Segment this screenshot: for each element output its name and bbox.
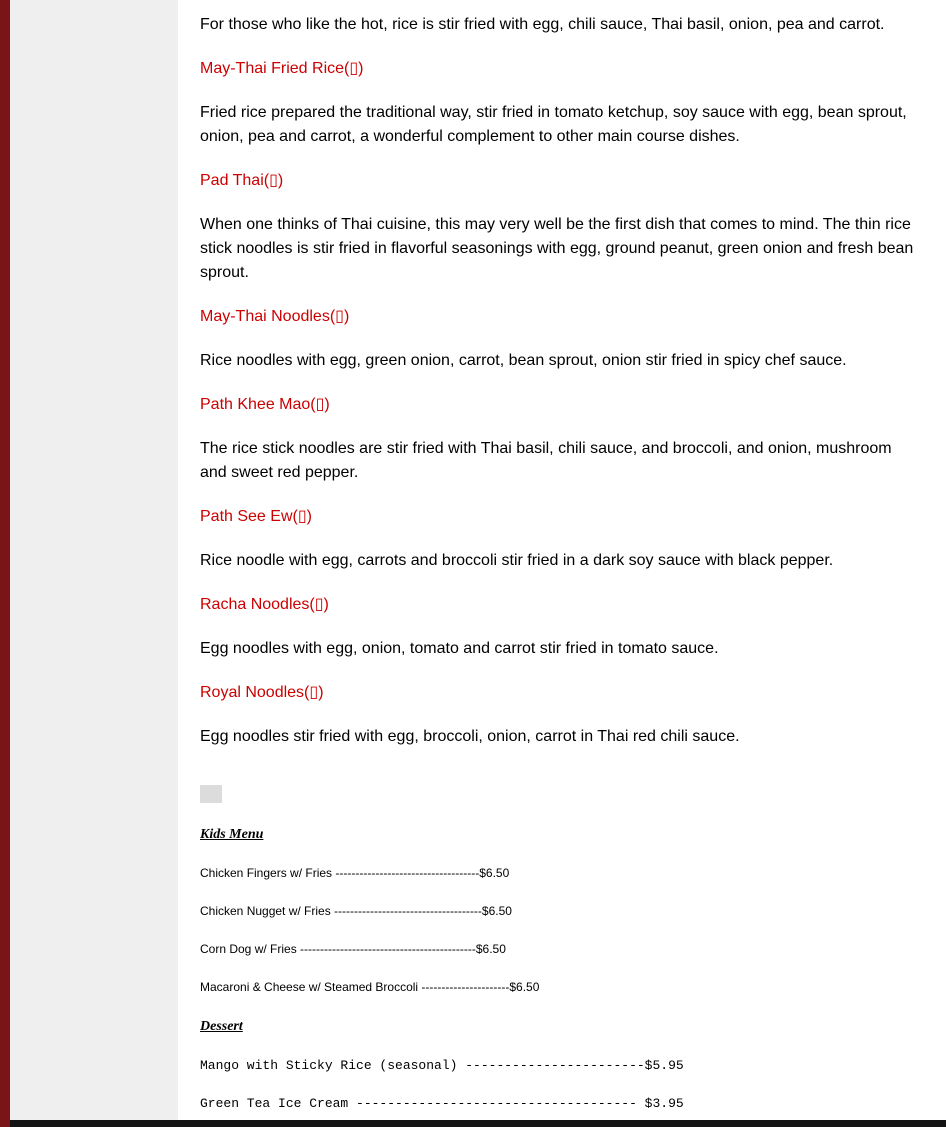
menu-item-description: Egg noodles stir fried with egg, broccoli, onion, carrot in Thai red chili sauce. [200, 728, 740, 745]
menu-item-name: Royal Noodles(▯) [200, 684, 324, 701]
kids-menu-item: Corn Dog w/ Fries --------------------------------------------$6.50 [200, 942, 506, 956]
bottom-bar [10, 1120, 946, 1127]
dessert-title: Dessert [200, 1019, 243, 1034]
kids-menu-list [200, 866, 916, 995]
menu-item-name: May-Thai Noodles(▯) [200, 308, 350, 325]
kids-menu-item: Chicken Fingers w/ Fries ------------------------------------$6.50 [200, 866, 510, 880]
kids-menu-title: Kids Menu [200, 827, 264, 842]
menu-item-name: Pad Thai(▯) [200, 172, 284, 189]
sidebar [10, 0, 178, 1127]
menu-item-name: Racha Noodles(▯) [200, 596, 329, 613]
menu-content [200, 13, 916, 1111]
menu-item-description: When one thinks of Thai cuisine, this may very well be the first dish that comes to mind. The thin rice stick noodles is stir fried in flavorful seasonings with egg, ground peanut, green onion and fresh bean sprout. [200, 216, 914, 281]
left-border-stripe [0, 0, 10, 1127]
menu-item-name: Path Khee Mao(▯) [200, 396, 330, 413]
menu-item-description: Fried rice prepared the traditional way, stir fried in tomato ketchup, soy sauce with egg, bean sprout, onion, pea and carrot, a wonderful complement to other main course dishes. [200, 104, 907, 145]
menu-item-description: For those who like the hot, rice is stir fried with egg, chili sauce, Thai basil, onion, pea and carrot. [200, 16, 885, 33]
dessert-item: Mango with Sticky Rice (seasonal) -----------------------$5.95 [200, 1058, 684, 1073]
kids-menu-item: Macaroni & Cheese w/ Steamed Broccoli ----------------------$6.50 [200, 980, 540, 994]
menu-entries [200, 57, 916, 749]
menu-item-name: May-Thai Fried Rice(▯) [200, 60, 364, 77]
kids-menu-item: Chicken Nugget w/ Fries -------------------------------------$6.50 [200, 904, 512, 918]
dessert-item: Green Tea Ice Cream ------------------------------------ $3.95 [200, 1096, 684, 1111]
menu-item-name: Path See Ew(▯) [200, 508, 312, 525]
menu-item-description: Rice noodles with egg, green onion, carrot, bean sprout, onion stir fried in spicy chef sauce. [200, 352, 847, 369]
menu-item-description: Egg noodles with egg, onion, tomato and carrot stir fried in tomato sauce. [200, 640, 719, 657]
dessert-list [200, 1058, 916, 1111]
menu-item-description: The rice stick noodles are stir fried with Thai basil, chili sauce, and broccoli, and onion, mushroom and sweet red pepper. [200, 440, 892, 481]
broken-image-icon [200, 785, 222, 803]
menu-item-description: Rice noodle with egg, carrots and broccoli stir fried in a dark soy sauce with black pepper. [200, 552, 834, 569]
